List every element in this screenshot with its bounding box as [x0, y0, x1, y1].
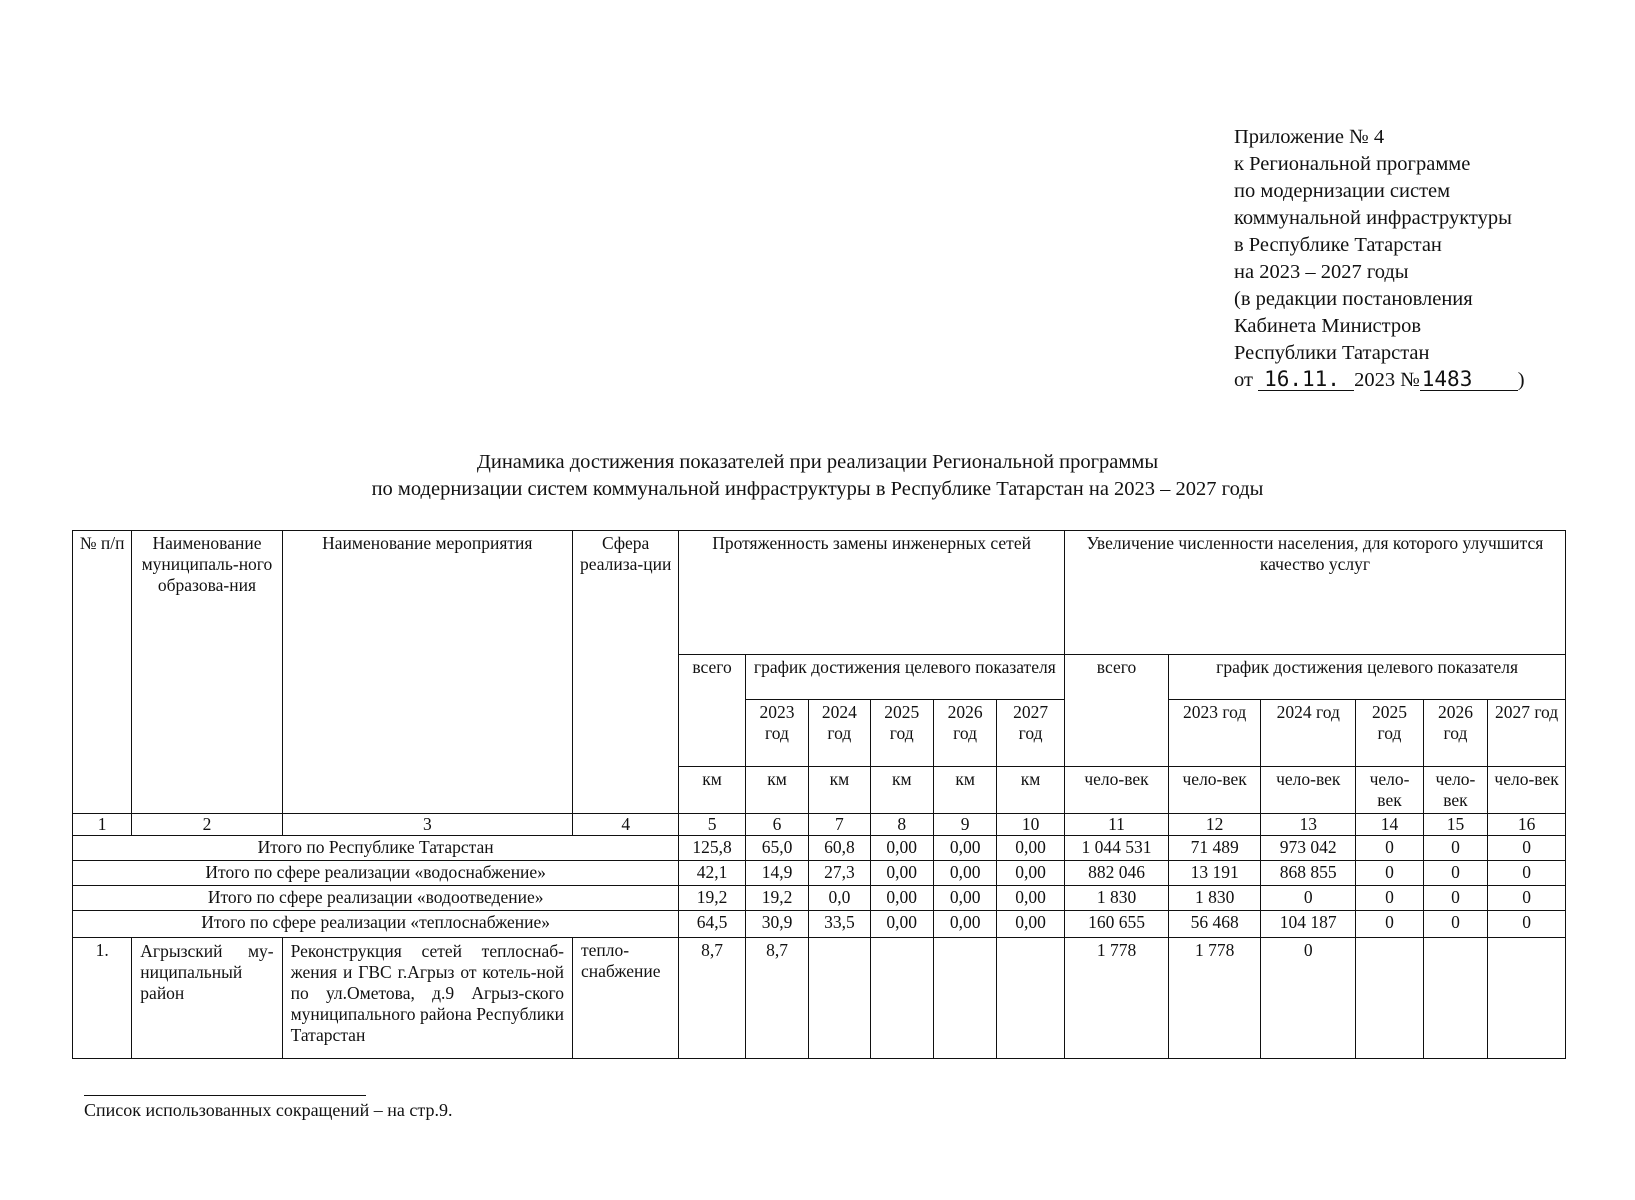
- table-cell: 0: [1423, 911, 1487, 938]
- total-row: [73, 861, 1566, 886]
- table-cell: 64,5: [679, 911, 745, 938]
- header-unit-km: км: [870, 767, 933, 814]
- header-unit-people: чело-век: [1261, 767, 1356, 814]
- table-cell: 0,0: [809, 886, 870, 911]
- table-cell: [1488, 938, 1566, 1059]
- header-unit-km: км: [997, 767, 1065, 814]
- table-cell: 30,9: [745, 911, 808, 938]
- table-cell: 0,00: [997, 836, 1065, 861]
- total-label: Итого по сфере реализации «теплоснабжение»: [73, 911, 679, 938]
- column-number: 4: [573, 814, 679, 836]
- column-number: 7: [809, 814, 870, 836]
- table-cell: [997, 938, 1065, 1059]
- close-paren: ): [1517, 369, 1525, 391]
- date-year: 2023 №: [1354, 369, 1420, 391]
- title-line-2: по модернизации систем коммунальной инфраструктуры в Республике Татарстан на 2023 – 2027 годы: [371, 478, 1264, 500]
- table-cell: 0: [1423, 886, 1487, 911]
- appendix-date-line: [1234, 369, 1525, 391]
- table-cell: 0: [1356, 861, 1423, 886]
- header-network-group: Протяженность замены инженерных сетей: [679, 531, 1065, 655]
- table-cell: 0: [1261, 886, 1356, 911]
- column-number: 16: [1488, 814, 1566, 836]
- appendix-line: на 2023 – 2027 годы: [1234, 261, 1409, 283]
- table-cell: 868 855: [1261, 861, 1356, 886]
- column-number: 2: [132, 814, 282, 836]
- column-number: 12: [1169, 814, 1261, 836]
- appendix-line: в Республике Татарстан: [1234, 234, 1442, 256]
- header-unit-people: чело-век: [1356, 767, 1423, 814]
- header-population-schedule: график достижения целевого показателя: [1169, 655, 1566, 700]
- total-row: [73, 911, 1566, 938]
- table-cell: 8,7: [679, 938, 745, 1059]
- table-cell: 13 191: [1169, 861, 1261, 886]
- table-cell: [809, 938, 870, 1059]
- appendix-line: к Региональной программе: [1234, 153, 1471, 175]
- table-cell: 882 046: [1064, 861, 1168, 886]
- table-cell: 27,3: [809, 861, 870, 886]
- header-event: Наименование мероприятия: [282, 531, 572, 814]
- header-year: 2023 год: [745, 700, 808, 767]
- footnote: Список использованных сокращений – на стр.9.: [84, 1100, 453, 1120]
- header-year: 2027 год: [997, 700, 1065, 767]
- table-cell: 0,00: [870, 836, 933, 861]
- table-cell: [1356, 938, 1423, 1059]
- column-number: 9: [933, 814, 996, 836]
- header-year: 2025 год: [870, 700, 933, 767]
- header-year: 2025 год: [1356, 700, 1423, 767]
- column-number: 10: [997, 814, 1065, 836]
- table-cell: 125,8: [679, 836, 745, 861]
- header-unit-km: км: [679, 767, 745, 814]
- header-year: 2027 год: [1488, 700, 1566, 767]
- header-municipality: Наименование муниципаль-ного образова-ния: [132, 531, 282, 814]
- table-cell: 0,00: [997, 911, 1065, 938]
- footnote-rule: [84, 1095, 366, 1096]
- table-cell: [870, 938, 933, 1059]
- header-population-group: Увеличение численности населения, для которого улучшится качество услуг: [1064, 531, 1565, 655]
- table-cell: 33,5: [809, 911, 870, 938]
- header-sphere: Сфера реализа-ции: [573, 531, 679, 814]
- table-cell: 60,8: [809, 836, 870, 861]
- table-cell: 0: [1488, 886, 1566, 911]
- header-year: 2024 год: [809, 700, 870, 767]
- table-cell: [933, 938, 996, 1059]
- column-number-row: [73, 814, 1566, 836]
- row-event: Реконструкция сетей теплоснаб-жения и ГВС г.Агрыз от котель-ной по ул.Ометова, д.9 Агрыз-ского муниципального района Республики Татарстан: [282, 938, 572, 1059]
- table-cell: 0,00: [933, 836, 996, 861]
- column-number: 6: [745, 814, 808, 836]
- header-year: 2024 год: [1261, 700, 1356, 767]
- header-network-schedule: график достижения целевого показателя: [745, 655, 1064, 700]
- table-cell: 104 187: [1261, 911, 1356, 938]
- table-cell: 1 778: [1064, 938, 1168, 1059]
- column-number: 14: [1356, 814, 1423, 836]
- table-cell: 0: [1356, 836, 1423, 861]
- table-cell: 0,00: [933, 886, 996, 911]
- header-year: 2026 год: [933, 700, 996, 767]
- table-cell: 1 830: [1169, 886, 1261, 911]
- row-num: 1.: [73, 938, 132, 1059]
- appendix-line: коммунальной инфраструктуры: [1234, 207, 1512, 229]
- header-unit-people: чело-век: [1423, 767, 1487, 814]
- header-num: № п/п: [73, 531, 132, 814]
- table-cell: 14,9: [745, 861, 808, 886]
- table-cell: 71 489: [1169, 836, 1261, 861]
- table-cell: 65,0: [745, 836, 808, 861]
- appendix-line: Кабинета Министров: [1234, 315, 1422, 337]
- table-cell: 0: [1356, 886, 1423, 911]
- table-cell: 160 655: [1064, 911, 1168, 938]
- date-prefix: от: [1234, 369, 1253, 391]
- table-cell: 1 044 531: [1064, 836, 1168, 861]
- indicators-table: [72, 530, 1566, 1059]
- total-label: Итого по Республике Татарстан: [73, 836, 679, 861]
- total-label: Итого по сфере реализации «водоотведение»: [73, 886, 679, 911]
- total-row: [73, 836, 1566, 861]
- header-unit-people: чело-век: [1064, 767, 1168, 814]
- header-unit-people: чело-век: [1169, 767, 1261, 814]
- header-population-total: всего: [1064, 655, 1168, 767]
- column-number: 11: [1064, 814, 1168, 836]
- handwritten-number: 1483: [1420, 368, 1518, 391]
- table-cell: 0,00: [870, 861, 933, 886]
- column-number: 15: [1423, 814, 1487, 836]
- appendix-line: Приложение № 4: [1234, 126, 1385, 148]
- header-year: 2026 год: [1423, 700, 1487, 767]
- column-number: 1: [73, 814, 132, 836]
- appendix-line: Республики Татарстан: [1234, 342, 1430, 364]
- table-cell: 0,00: [870, 886, 933, 911]
- table-cell: 1 778: [1169, 938, 1261, 1059]
- table-cell: 8,7: [745, 938, 808, 1059]
- column-number: 5: [679, 814, 745, 836]
- table-cell: 0,00: [997, 861, 1065, 886]
- table-cell: 0,00: [933, 911, 996, 938]
- table-cell: 56 468: [1169, 911, 1261, 938]
- table-cell: 973 042: [1261, 836, 1356, 861]
- table-cell: 0,00: [997, 886, 1065, 911]
- column-number: 8: [870, 814, 933, 836]
- handwritten-date: 16.11.: [1258, 368, 1354, 391]
- table-row: [73, 938, 1566, 1059]
- total-label: Итого по сфере реализации «водоснабжение»: [73, 861, 679, 886]
- header-year: 2023 год: [1169, 700, 1261, 767]
- table-cell: 0,00: [870, 911, 933, 938]
- header-unit-km: км: [933, 767, 996, 814]
- table-cell: 0: [1356, 911, 1423, 938]
- appendix-line: по модернизации систем: [1234, 180, 1451, 202]
- appendix-header: [1234, 124, 1525, 394]
- table-cell: 19,2: [745, 886, 808, 911]
- table-cell: [1423, 938, 1487, 1059]
- table-cell: 0,00: [933, 861, 996, 886]
- header-unit-people: чело-век: [1488, 767, 1566, 814]
- row-municipality: Агрызский му-ниципальный район: [132, 938, 282, 1059]
- document-title: [0, 449, 1635, 503]
- title-line-1: Динамика достижения показателей при реализации Региональной программы: [476, 451, 1159, 473]
- table-cell: 19,2: [679, 886, 745, 911]
- table-cell: 0: [1423, 836, 1487, 861]
- table-cell: 0: [1423, 861, 1487, 886]
- row-sphere: тепло-снабжение: [573, 938, 679, 1059]
- table-cell: 42,1: [679, 861, 745, 886]
- column-number: 13: [1261, 814, 1356, 836]
- header-network-total: всего: [679, 655, 745, 767]
- table-cell: 0: [1488, 911, 1566, 938]
- header-unit-km: км: [745, 767, 808, 814]
- header-unit-km: км: [809, 767, 870, 814]
- table-cell: 0: [1488, 861, 1566, 886]
- table-cell: 1 830: [1064, 886, 1168, 911]
- table-cell: 0: [1261, 938, 1356, 1059]
- appendix-line: (в редакции постановления: [1234, 288, 1473, 310]
- column-number: 3: [282, 814, 572, 836]
- table-cell: 0: [1488, 836, 1566, 861]
- total-row: [73, 886, 1566, 911]
